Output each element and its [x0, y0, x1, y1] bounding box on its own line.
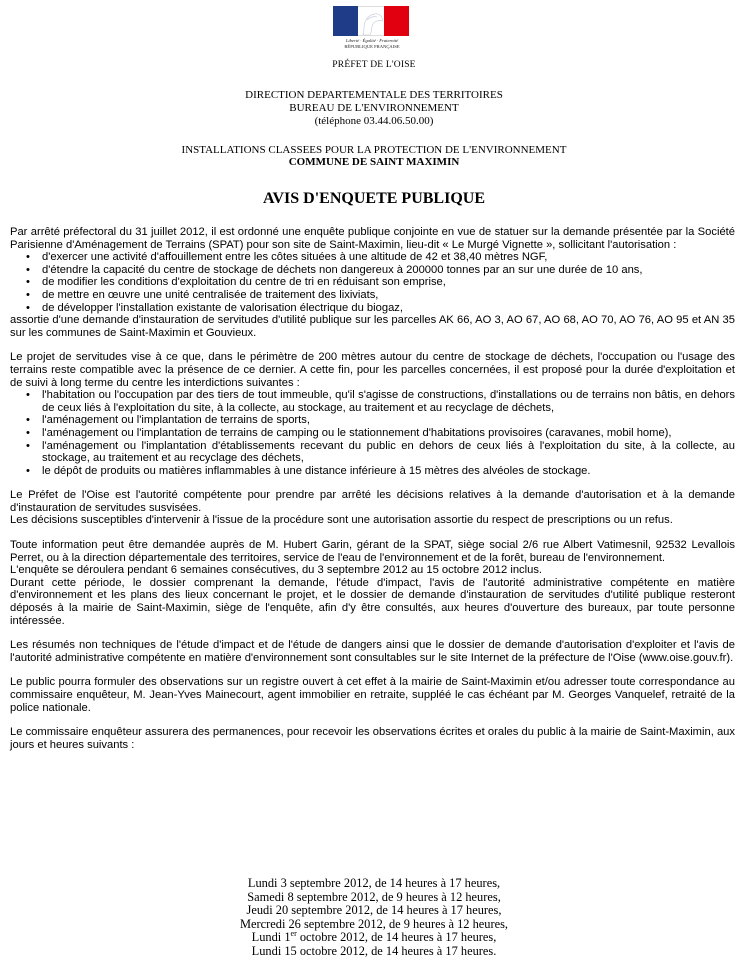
decisions-paragraph: Les décisions susceptibles d'intervenir à l'issue de la procédure sont une autorisation assortie du respect de prescriptions ou un refus. [10, 514, 673, 527]
direction-line: DIRECTION DEPARTEMENTALE DES TERRITOIRES [245, 89, 503, 101]
list-item: • le dépôt de produits ou matières inflammables à une distance inférieure à 15 mètres des alvéoles de stockage. [10, 465, 735, 478]
republique-francaise-logo [327, 6, 417, 68]
prefet-paragraph: Le Préfet de l'Oise est l'autorité compétente pour prendre par arrêté les décisions relatives à la demande d'autorisation et à la demande d'instauration de servitudes susvisées. [10, 489, 735, 514]
resumes-paragraph: Les résumés non techniques de l'étude d'impact et de l'étude de dangers ainsi que le dossier de demande d'autorisation d'exploiter et l'avis de l'autorité administrative compétente en matière d'environnement sont consultables sur le site Internet de la préfecture de l'Oise (www.oise.gouv.fr). [10, 639, 735, 664]
duration-paragraph: L'enquête se déroulera pendant 6 semaines consécutives, du 3 septembre 2012 au 15 octobre 2012 inclus. [10, 564, 543, 577]
notice-body [10, 226, 735, 751]
permanences-schedule [0, 877, 748, 959]
installations-block [0, 144, 748, 168]
list-item: • l'habitation ou l'occupation par des tiers de tout immeuble, qu'il s'agisse de constructions, d'installations ou de terrains non bâtis, en dehors de ceux liés à l'exploitation du site, à la collecte, au stockage, au traitement et au recyclage de déchets, [10, 389, 735, 414]
list-item: • l'aménagement ou l'implantation de terrains de sports, [10, 414, 735, 427]
schedule-rest: octobre 2012, de 14 heures à 17 heures, [296, 930, 497, 945]
list-item: • d'étendre la capacité du centre de stockage de déchets non dangereux à 200000 tonnes par an sur une durée de 10 ans, [10, 264, 735, 277]
telephone-line: (téléphone 03.44.06.50.00) [314, 115, 434, 127]
schedule-line: Lundi 15 octobre 2012, de 14 heures à 17 heures. [251, 943, 497, 958]
servitudes-list [10, 389, 735, 477]
page-title: AVIS D'ENQUETE PUBLIQUE [263, 190, 485, 207]
information-paragraph: Toute information peut être demandée auprès de M. Hubert Garin, gérant de la SPAT, siège social 2/6 rue Albert Vatimesnil, 92532 Levallois Perret, ou à la direction départementale des territoires, service de l'eau de l'environnement et de la forêt, bureau de l'environnement. [10, 539, 735, 564]
list-item: • d'exercer une activité d'affouillement entre les côtes situées à une altitude de 42 et 38,40 mètres NGF, [10, 251, 735, 264]
dossier-paragraph: Durant cette période, le dossier comprenant la demande, l'étude d'impact, l'avis de l'autorité administrative compétente en matière d'environnement et les plans des lieux concernant le projet, et le dossier de demande d'instauration de servitudes d'utilité publique resteront déposés à la mairie de Saint-Maximin, siège de l'enquête, afin d'y être consultés, aux heures d'ouverture des bureaux, par toute personne intéressée. [10, 576, 735, 627]
servitudes-paragraph: Le projet de servitudes vise à ce que, dans le périmètre de 200 mètres autour du centre de stockage de déchets, l'occupation ou l'usage des terrains reste compatible avec la présence de ce dernier. A cette fin, pour les parcelles concernées, il est proposé pour la durée d'exploitation et de suivi à long terme du centre les interdictions suivantes : [10, 351, 735, 389]
schedule-line: Mercredi 26 septembre 2012, de 9 heures à 12 heures, [239, 916, 509, 931]
permanences-paragraph: Le commissaire enquêteur assurera des permanences, pour recevoir les observations écrites et orales du public à la mairie de Saint-Maximin, aux jours et heures suivants : [10, 726, 735, 751]
ordinal-suffix: er [290, 929, 297, 939]
bureau-line: BUREAU DE L'ENVIRONNEMENT [289, 102, 459, 114]
prefet-heading: PRÉFET DE L'OISE [332, 60, 416, 70]
installations-line: INSTALLATIONS CLASSEES POUR LA PROTECTION DE L'ENVIRONNEMENT [181, 144, 567, 156]
schedule-day: Lundi 1 [251, 930, 291, 945]
list-item: • de modifier les conditions d'exploitation du centre de tri en réduisant son emprise, [10, 276, 735, 289]
logo-motto: Liberté · Égalité · Fraternité [345, 38, 399, 43]
marianne-profile-icon [353, 8, 387, 36]
list-item: • de mettre en œuvre une unité centralisée de traitement des lixiviats, [10, 289, 735, 302]
logo-republic-text: RÉPUBLIQUE FRANÇAISE [344, 44, 400, 49]
public-paragraph: Le public pourra formuler des observations sur un registre ouvert à cet effet à la mairie de Saint-Maximin et/ou adresser toute correspondance au commissaire enquêteur, M. Jean-Yves Mainecourt, agent immobilier en retraite, suppléé le cas échéant par M. Georges Vanquelef, retraité de la police nationale. [10, 676, 735, 714]
list-item: • l'aménagement ou l'implantation de terrains de camping ou le stationnement d'habitations provisoires (caravanes, mobil home), [10, 427, 735, 440]
intro-list [10, 251, 735, 314]
direction-block [0, 89, 748, 128]
schedule-line: Lundi 3 septembre 2012, de 14 heures à 17 heures, [247, 876, 501, 890]
schedule-line [0, 931, 748, 945]
list-item: • de développer l'installation existante de valorisation électrique du biogaz, [10, 302, 735, 315]
schedule-line: Jeudi 20 septembre 2012, de 14 heures à 17 heures, [246, 903, 502, 918]
intro-paragraph: Par arrêté préfectoral du 31 juillet 2012, il est ordonné une enquête publique conjointe en vue de statuer sur la demande présentée par la Société Parisienne d'Aménagement de Terrains (SPAT) pour son site de Saint-Maximin, lieu-dit « Le Murgé Vignette », sollicitant l'autorisation : [10, 226, 735, 251]
schedule-line: Samedi 8 septembre 2012, de 9 heures à 12 heures, [247, 889, 501, 904]
commune-line: COMMUNE DE SAINT MAXIMIN [288, 156, 460, 168]
list-item: • l'aménagement ou l'implantation d'établissements recevant du public en dehors de ceux liés à l'exploitation du site, à la collecte, au stockage, au traitement et au recyclage des déchets, [10, 440, 735, 465]
intro-tail-paragraph: assortie d'une demande d'instauration de servitudes d'utilité publique sur les parcelles AK 66, AO 3, AO 67, AO 68, AO 70, AO 76, AO 95 et AN 35 sur les communes de Saint-Maximin et Gouvieux. [10, 314, 735, 339]
